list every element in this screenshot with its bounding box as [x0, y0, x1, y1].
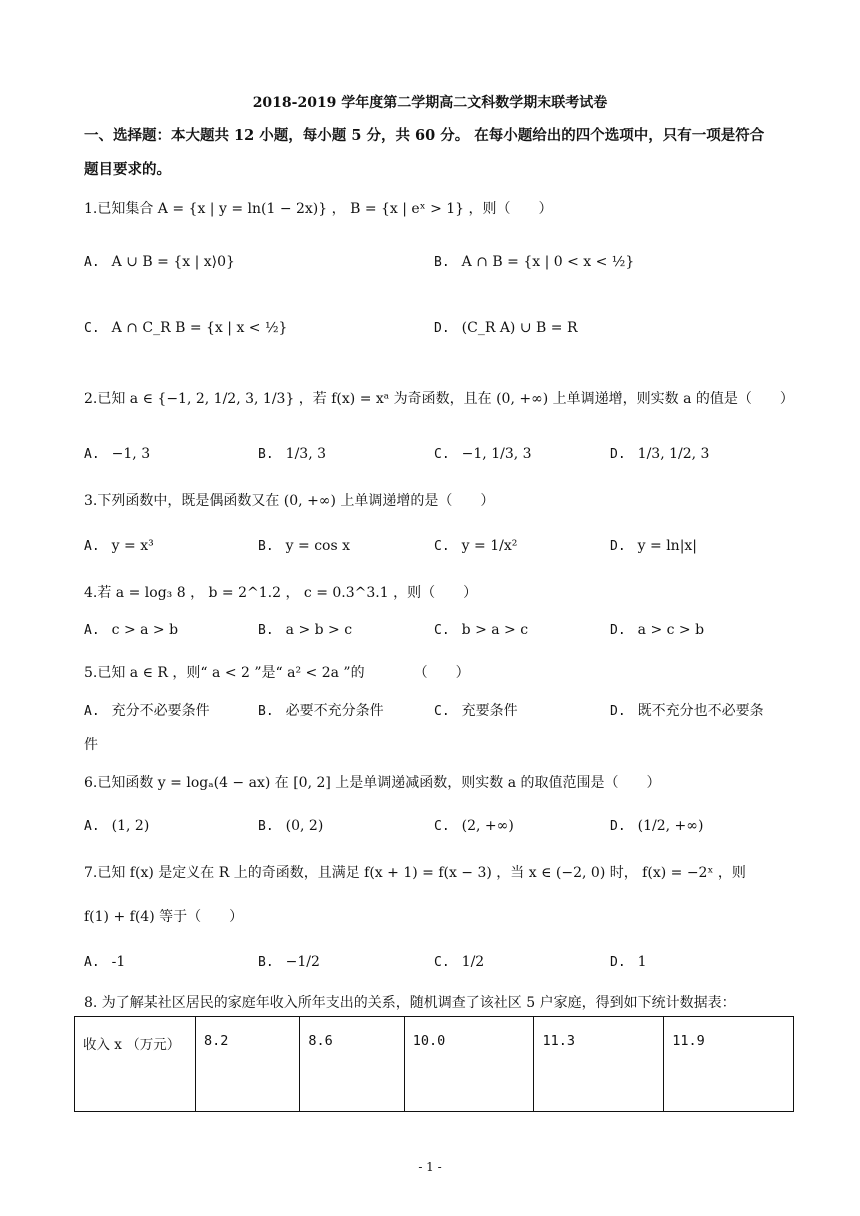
q1-option-b: B. A ∩ B = {x | 0 < x < ½}	[434, 254, 635, 270]
table-cell: 8.2	[196, 1017, 300, 1112]
q5-option-d-wrap: 件	[84, 737, 98, 753]
q7-option-b-text: −1/2	[285, 954, 320, 970]
q1-option-d-text: (C_R A) ∪ B = R	[461, 320, 578, 336]
q2-option-b-text: 1/3, 3	[285, 446, 326, 462]
q5-option-a-text: 充分不必要条件	[111, 703, 210, 719]
q6-option-d-text: (1/2, +∞)	[637, 818, 704, 834]
q7-option-a: A. -1	[84, 954, 126, 970]
q4-option-d: D. a > c > b	[610, 622, 705, 638]
q6-option-a-text: (1, 2)	[111, 818, 150, 834]
q4-option-c: C. b > a > c	[434, 622, 529, 638]
question-7-stem-cont: f(1) + f(4) 等于（ ）	[84, 909, 244, 925]
table-row	[75, 1017, 794, 1112]
q6-option-c: C. (2, +∞)	[434, 818, 514, 834]
q4-option-b: B. a > b > c	[258, 622, 353, 638]
q4-option-a-text: c > a > b	[111, 622, 179, 638]
table-header-cell: 收入 x （万元）	[75, 1017, 196, 1112]
q5-option-d: D. 既不充分也不必要条	[610, 703, 764, 719]
q3-option-c: C. y = 1/x²	[434, 538, 518, 554]
q3-option-b: B. y = cos x	[258, 538, 350, 554]
q3-option-a: A. y = x³	[84, 538, 154, 554]
section-heading-line1: 一、选择题：本大题共 12 小题，每小题 5 分，共 60 分。 在每小题给出的四个选项中，只有一项是符合	[84, 127, 765, 144]
question-4-stem: 4.若 a = log₃ 8 ， b = 2^1.2 ， c = 0.3^3.1 ，则（ ）	[84, 585, 478, 601]
q1-option-c-text: A ∩ C_R B = {x | x < ½}	[111, 320, 288, 336]
table-cell: 11.3	[534, 1017, 664, 1112]
q5-option-d-text: 既不充分也不必要条	[637, 703, 764, 719]
q7-option-c-text: 1/2	[461, 954, 485, 970]
q5-option-c: C. 充要条件	[434, 703, 518, 719]
question-7-stem: 7.已知 f(x) 是定义在 R 上的奇函数，且满足 f(x + 1) = f(x − 3) ，当 x ∈ (−2, 0) 时， f(x) = −2ˣ ，则	[84, 865, 746, 881]
q6-option-b: B. (0, 2)	[258, 818, 324, 834]
table-cell: 8.6	[300, 1017, 404, 1112]
table-cell: 10.0	[404, 1017, 534, 1112]
q6-option-d: D. (1/2, +∞)	[610, 818, 704, 834]
question-8-stem: 8. 为了解某社区居民的家庭年收入所年支出的关系，随机调查了该社区 5 户家庭，得到如下统计数据表：	[84, 995, 736, 1011]
table-cell: 11.9	[664, 1017, 794, 1112]
q5-option-b-text: 必要不充分条件	[285, 703, 384, 719]
q7-option-a-text: -1	[111, 954, 126, 970]
q2-option-b: B. 1/3, 3	[258, 446, 326, 462]
q2-option-c-text: −1, 1/3, 3	[461, 446, 532, 462]
page-title: 2018-2019 学年度第二学期高二文科数学期末联考试卷	[252, 95, 608, 111]
section-heading-line2: 题目要求的。	[84, 161, 171, 178]
q6-option-b-text: (0, 2)	[285, 818, 324, 834]
q4-option-b-text: a > b > c	[285, 622, 353, 638]
q2-option-a: A. −1, 3	[84, 446, 151, 462]
q4-option-a: A. c > a > b	[84, 622, 179, 638]
q1-option-b-text: A ∩ B = {x | 0 < x < ½}	[461, 254, 635, 270]
q1-option-d: D. (C_R A) ∪ B = R	[434, 320, 578, 336]
q2-option-d-text: 1/3, 1/2, 3	[637, 446, 710, 462]
q4-option-d-text: a > c > b	[637, 622, 705, 638]
q3-option-c-text: y = 1/x²	[461, 538, 518, 554]
q7-option-d-text: 1	[637, 954, 647, 970]
q3-option-d-text: y = ln|x|	[637, 538, 698, 554]
q1-option-a-text: A ∪ B = {x | x⟩0}	[111, 254, 235, 270]
question-2-stem: 2.已知 a ∈ {−1, 2, 1/2, 3, 1/3} ，若 f(x) = xᵃ 为奇函数，且在 (0, +∞) 上单调递增，则实数 a 的值是（ ）	[84, 391, 794, 407]
question-6-stem: 6.已知函数 y = logₐ(4 − ax) 在 [0, 2] 上是单调递减函数，则实数 a 的取值范围是（ ）	[84, 775, 661, 791]
question-5-stem: 5.已知 a ∈ R ，则“ a < 2 ”是“ a² < 2a ”的 （ ）	[84, 665, 470, 681]
income-data-table	[74, 1016, 794, 1112]
q5-option-c-text: 充要条件	[461, 703, 518, 719]
q6-option-c-text: (2, +∞)	[461, 818, 514, 834]
q3-option-b-text: y = cos x	[285, 538, 350, 554]
question-3-stem: 3.下列函数中，既是偶函数又在 (0, +∞) 上单调递增的是（ ）	[84, 493, 495, 509]
q5-option-a: A. 充分不必要条件	[84, 703, 210, 719]
q3-option-a-text: y = x³	[111, 538, 154, 554]
q2-option-c: C. −1, 1/3, 3	[434, 446, 532, 462]
page-number: - 1 -	[418, 1160, 442, 1174]
q5-option-b: B. 必要不充分条件	[258, 703, 384, 719]
q7-option-d: D. 1	[610, 954, 647, 970]
q1-option-c: C. A ∩ C_R B = {x | x < ½}	[84, 320, 288, 336]
q2-option-a-text: −1, 3	[111, 446, 151, 462]
q3-option-d: D. y = ln|x|	[610, 538, 698, 554]
q7-option-c: C. 1/2	[434, 954, 485, 970]
q4-option-c-text: b > a > c	[461, 622, 529, 638]
q1-option-a: A. A ∪ B = {x | x⟩0}	[84, 254, 235, 270]
q2-option-d: D. 1/3, 1/2, 3	[610, 446, 710, 462]
q6-option-a: A. (1, 2)	[84, 818, 150, 834]
q7-option-b: B. −1/2	[258, 954, 320, 970]
question-1-stem: 1.已知集合 A = {x | y = ln(1 − 2x)} ， B = {x | eˣ > 1} ，则（ ）	[84, 201, 553, 217]
